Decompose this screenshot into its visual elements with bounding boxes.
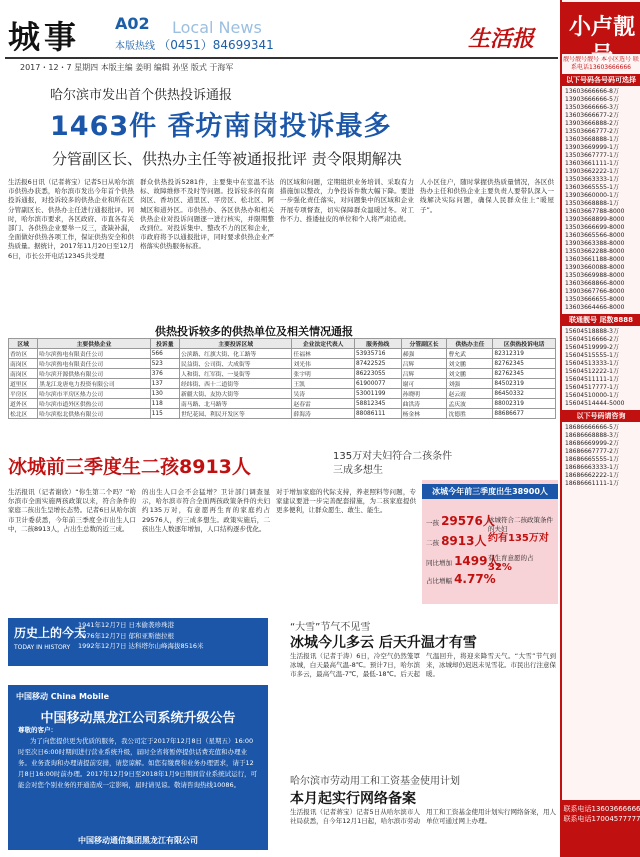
sidebar-section-3: 以下号码请咨询 [562,410,640,422]
phone-number-item: 13603668888-1万 [565,136,619,143]
article1-column-2: 群众供热投诉5281件，主要集中在室温不达标、故障维修不及时等问题。投诉较多的有南岗区、香坊区、道里区、平房区、松北区、阿城区和道外区。市供热办、各区供热办和相关供热企业对投诉问题逐一进行核实，并限期整改到位。对投诉集中、整改不力的区和企业，市政府将予以通报批评，同时要求供热企业严格落实供热服务标准。 [140,178,274,251]
article1-subhead: 分管副区长、供热办主任等被通报批评 责令限期解决 [52,150,402,168]
hotline-label: 本版热线 [115,41,155,52]
sidebar-title: 小卢靓号 [562,2,640,54]
history-events [78,620,204,652]
phone-number-item: 13903669999-1万 [565,144,619,151]
phone-number-item: 13603661188-8000 [565,256,625,263]
table-cell: 哈尔滨松北供热有限公司 [38,409,150,419]
table-cell: 世纪花园、利民开发区等 [179,409,291,419]
masthead-divider [5,57,558,59]
table-cell: 86223055 [354,369,401,379]
table-cell: 566 [150,349,179,359]
infographic-first-child: 一孩 29576人 [426,514,495,528]
history-event: 1976年12月7日 郁和亚斯德拉根 [78,631,175,640]
table-cell: 115 [150,409,179,419]
phone-number-item: 18686669999-2万 [565,440,619,447]
table-cell: 87422525 [354,359,401,369]
table-cell: 84502319 [493,379,556,389]
table-cell: 孙晓明 [401,389,447,399]
phone-number-item: 13903666888-2万 [565,120,619,127]
article3-headline: 冰城今儿多云 后天升温才有雪 [290,635,477,651]
table-cell: 新疆大街、友协大街等 [179,389,291,399]
history-subtitle: TODAY IN HISTORY [14,644,71,651]
table-cell: 南马路、北马路等 [179,399,291,409]
newspaper-logo: 生活报 [468,26,535,52]
article1-column-1: 生活报6日讯（记者蒋宝）记者5日从哈尔滨市供热办获悉，哈尔滨市发出今年首个供热投诉通报，对投诉较多的供热企业和所在区分管副区长、供热办主任进行通报批评。同时，哈尔滨市要求，各区政府、市直各有关部门、各供热企业要举一反三，查缺补漏，全面做好供热各项工作，保证供热安全和供热质量。据统计，2017年11月20日至12月6日，市长公开电话12345共受理 [8,178,134,260]
sidebar-section-1: 以下号码各号码可选择 [562,74,640,86]
table-cell: 刘文鹏 [447,359,493,369]
table-cell: 刘光伟 [292,359,355,369]
table-cell: 哈尔滨热电有限责任公司 [38,349,150,359]
ad-signature: 中国移动通信集团黑龙江有限公司 [78,836,198,845]
phone-number-item: 13903667766-8000 [565,288,625,295]
phone-number-item: 18686666666-5万 [565,424,619,431]
article2-subhead: 135万对夫妇符合二孩条件 三成多想生 [333,451,453,476]
hotline-number: （0451）84699341 [158,38,274,52]
table-row [9,389,556,399]
table-cell: 赵云霞 [447,389,493,399]
ad-greeting: 尊敬的客户： [18,726,57,734]
table-cell: 58812345 [354,399,401,409]
infographic-willing-share: 有生育意愿的占 32% [488,554,534,573]
table-cell: 任福林 [292,349,355,359]
section-title: 城事 [8,18,81,56]
table-cell: 曹允武 [447,349,493,359]
china-mobile-ad [8,685,268,850]
phone-number-item: 13903660000-1万 [565,192,619,199]
ad-text: 为了向您提供更为优质的服务，我公司定于2017年12月8日（星期五）16:00时至次日6:00时期间进行营业系统升级，届时全省将暂停提供话费充值和办理业务。业务查询和办理请提前安排，请您谅解。如您有缴费和业务办理需求，请于12月8日16:00时前办理。2017年12月9日至2018年1月9日期间营业系统试运行，可能会对您个别业务的开通造成一定影响，届时请见谅。敬请咨询热线10086。 [18,737,258,789]
infographic-eligible-couples: 冰城符合二孩政策条件的夫妇 约有135万对 [488,516,553,544]
table-header-cell: 投诉量 [150,339,179,349]
table-row [9,409,556,419]
birth-infographic [422,480,558,604]
sidebar-footer: 联系电话13603666666 联系电话17004577777 [562,800,640,857]
phone-number-item: 13603666677-2万 [565,112,619,119]
phone-number-item: 13903663388-8000 [565,240,625,247]
table-cell: 130 [150,389,179,399]
sidebar-number-list-1 [562,88,640,312]
table-body [9,349,556,419]
phone-number-item: 13603665566-8000 [565,232,625,239]
phone-number-item: 13603666666-8万 [565,88,619,95]
article1-kicker: 哈尔滨市发出首个供热投诉通报 [50,88,233,103]
phone-number-item: 18686663333-1万 [565,464,619,471]
table-cell: 谢可 [401,379,447,389]
table-row [9,359,556,369]
infographic-increase: 同比增加 1499人 [426,554,500,568]
table-cell: 吴涛 [292,389,355,399]
table-header-cell: 主要投诉区域 [179,339,291,349]
table-row [9,399,556,409]
article2-column-1: 生活报讯（记者谢欣）“你生第二个吗？”哈尔滨市全面实施两孩政策以来，符合条件的家庭二孩出生呈增长态势。记者6日从哈尔滨市卫计委获悉，今年前三季度全市出生人口中，二孩8913人，占出生总数的近三成。 [8,488,136,533]
table-cell: 61900077 [354,379,401,389]
table-cell: 孟庆波 [447,399,493,409]
table-cell: 88086111 [354,409,401,419]
table-header-cell: 区域 [9,339,38,349]
phone-number-item: 15604513333-1万 [565,360,619,367]
section-english-title: Local News [172,18,262,37]
phone-number-item: 13903662222-1万 [565,168,619,175]
table-cell: 杨金林 [401,409,447,419]
table-header-cell: 服务热线 [354,339,401,349]
phone-number-item: 18686665555-1万 [565,456,619,463]
table-cell: 82312319 [493,349,556,359]
table-header-cell: 区供热投诉电话 [493,339,556,349]
table-cell: 刘文鹏 [447,369,493,379]
sidebar-number-list-3 [562,424,640,488]
classified-sidebar [560,0,640,857]
phone-number-item: 15604519999-2万 [565,344,619,351]
table-cell: 道里区 [9,379,38,389]
article4-kicker: 哈尔滨市劳动用工和工资基金使用计划 [290,776,460,787]
phone-number-item: 18686662222-1万 [565,472,619,479]
phone-number-item: 13503668888-1万 [565,200,619,207]
table-cell: 523 [150,359,179,369]
table-cell: 88002319 [493,399,556,409]
table-cell: 吕辉 [401,359,447,369]
table-cell: 郝强 [401,349,447,359]
phone-number-item: 13503666777-2万 [565,128,619,135]
table-cell: 82762345 [493,369,556,379]
article2-column-3: 对于增加家庭的代际支持，养老照料等问题，专家建议要进一步完善配套措施，为二孩家庭提供更多便利，让群众愿生、敢生、能生。 [276,488,416,515]
table-header-cell: 主要供热企业 [38,339,150,349]
table-cell: 南岗区 [9,359,38,369]
phone-number-item: 13903668899-8000 [565,216,625,223]
table-row [9,349,556,359]
table-cell: 53935716 [354,349,401,359]
date-line: 2017・12・7 星期四 本版主编 姜明 编辑 孙坚 版式 于海军 [20,63,234,72]
phone-number-item: 13503667777-1万 [565,152,619,159]
table-cell: 民益街、公司街、大成街等 [179,359,291,369]
table-cell: 王凯 [292,379,355,389]
history-title: 历史上的今天 [14,626,87,640]
table-header-cell: 供热办主任 [447,339,493,349]
phone-number-item: 15604511111-1万 [565,376,619,383]
china-mobile-logo: 中国移动 China Mobile [16,692,110,701]
masthead [0,0,560,72]
phone-number-item: 13903666666-5万 [565,96,619,103]
table-cell: 哈尔滨开源供热有限公司 [38,369,150,379]
phone-number-item: 13503663333-1万 [565,176,619,183]
table-cell: 吕辉 [401,369,447,379]
table-cell: 曲洪涛 [401,399,447,409]
complaint-table [8,338,556,419]
phone-number-item: 18686668888-3万 [565,432,619,439]
table-cell: 平房区 [9,389,38,399]
table-cell: 黑龙江龙唐电力投资有限公司 [38,379,150,389]
ad-title: 中国移动黑龙江公司系统升级公告 [40,711,236,726]
table-cell: 赵春雷 [292,399,355,409]
table-title: 供热投诉较多的供热单位及相关情况通报 [155,325,353,338]
page-code: A02 [115,14,150,33]
article1-column-3: 的区域和问题，定期组织业务培训、采取有力措施加以整改，力争投诉件数大幅下降。要进一步强化责任落实，对问题集中的区域和企业开展专项督查，切实保障群众温暖过冬。对工作不力、推诿扯皮的单位和个人将严肃追责。 [280,178,414,223]
sidebar-content [562,56,640,800]
table-cell: 376 [150,369,179,379]
table-cell: 南岗区 [9,369,38,379]
table-cell: 118 [150,399,179,409]
article2-headline: 冰城前三季度生二孩8913人 [8,456,251,478]
article2-column-2: 的出生人口会不会猛增？卫计部门调查显示，哈尔滨市符合全面两孩政策条件的夫妇约135万对，有意愿再生育的家庭约占29576人，约三成多想生。政策实施后，二孩出生人数逐年增加，人口结构逐步优化。 [142,488,270,533]
phone-number-item: 15604514444-5000 [565,400,625,407]
article3-kicker: “大雪”节气不见雪 [290,622,371,633]
phone-number-item: 13903660088-8000 [565,264,625,271]
phone-number-item: 15604515555-1万 [565,352,619,359]
phone-number-item: 15604518888-3万 [565,328,619,335]
phone-number-item: 13603667788-8000 [565,208,625,215]
article1-headline: 1463件 香坊南岗投诉最多 [50,111,392,142]
table-cell: 松北区 [9,409,38,419]
phone-number-item: 13603664466-8000 [565,304,625,311]
table-cell: 经纬街、西十二道街等 [179,379,291,389]
history-event: 1992年12月7日 达科塔尔山峰海拔8516米 [78,642,204,650]
phone-number-item: 13603661111-1万 [565,160,619,167]
table-cell: 哈尔滨市道外区供热公司 [38,399,150,409]
sidebar-intro: 靓号靓号靓号 本小区选号 联系电话13603666666 [563,56,639,71]
table-cell: 137 [150,379,179,389]
complaint-table-wrap [8,338,556,438]
table-header-cell: 分管副区长 [401,339,447,349]
phone-number-item: 13503666699-8000 [565,224,625,231]
ad-body [18,725,258,791]
infographic-title: 冰城今年前三季度出生38900人 [422,484,558,499]
table-cell: 哈尔滨市平房区热力公司 [38,389,150,399]
sidebar-number-list-2 [562,328,640,408]
table-cell: 人和街、红军街、一曼街等 [179,369,291,379]
phone-number-item: 15604516666-2万 [565,336,619,343]
table-row [9,379,556,389]
infographic-share-increase: 占比增幅 4.77% [426,572,496,586]
phone-number-item: 18686661111-1万 [565,480,619,487]
table-header-row [9,339,556,349]
table-row [9,369,556,379]
phone-number-item: 13603665555-1万 [565,184,619,191]
table-cell: 薛海涛 [292,409,355,419]
phone-number-item: 13503662288-8000 [565,248,625,255]
table-cell: 82762345 [493,359,556,369]
article4-headline: 本月起实行网络备案 [290,791,416,807]
article1-column-4: 人小区住户，随时掌握供热质量情况，各区供热办主任和供热企业主要负责人要带队深入一线解决实际问题，确保人民群众住上“暖屋子”。 [420,178,554,214]
table-cell: 哈尔滨热电有限责任公司 [38,359,150,369]
table-cell: 53001199 [354,389,401,399]
history-today-box [8,618,268,666]
table-cell: 道外区 [9,399,38,409]
table-cell: 88686677 [493,409,556,419]
phone-number-item: 13503666655-8000 [565,296,625,303]
sidebar-section-2: 联通靓号 尾数8888 [562,314,640,326]
phone-number-item: 18686667777-2万 [565,448,619,455]
table-cell: 刘强 [447,379,493,389]
table-cell: 公滨路、红旗大街、化工路等 [179,349,291,359]
table-cell: 香坊区 [9,349,38,359]
phone-number-item: 15604512222-1万 [565,368,619,375]
table-cell: 沈德胜 [447,409,493,419]
history-event: 1941年12月7日 日本偷袭珍珠港 [78,621,175,629]
phone-number-item: 15604510000-1万 [565,392,619,399]
table-cell: 张宇明 [292,369,355,379]
table-cell: 86450332 [493,389,556,399]
phone-number-item: 13603668866-8000 [565,280,625,287]
article3-body: 生活报讯（记者于涛）6日，冷空气仍然笼罩冰城，白天最高气温-8℃。预计7日，哈尔滨市多云，最高气温-7℃，最低-18℃。后天起气温回升，将迎来降雪天气。“大雪”节气到来，冰城却仍迟迟未见雪花。市民出行注意保暖。 [290,652,556,679]
infographic-second-child: 二孩 8913人 [426,534,487,548]
table-header-cell: 企业法定代表人 [292,339,355,349]
article4-body: 生活报讯（记者蒋宝）记者5日从哈尔滨市人社局获悉，自今年12月1日起，哈尔滨市劳动用工和工资基金使用计划实行网络备案，用人单位可通过网上办理。 [290,808,556,826]
hotline [115,36,274,53]
phone-number-item: 13503669988-8000 [565,272,625,279]
phone-number-item: 15604517777-1万 [565,384,619,391]
phone-number-item: 13503666666-3万 [565,104,619,111]
